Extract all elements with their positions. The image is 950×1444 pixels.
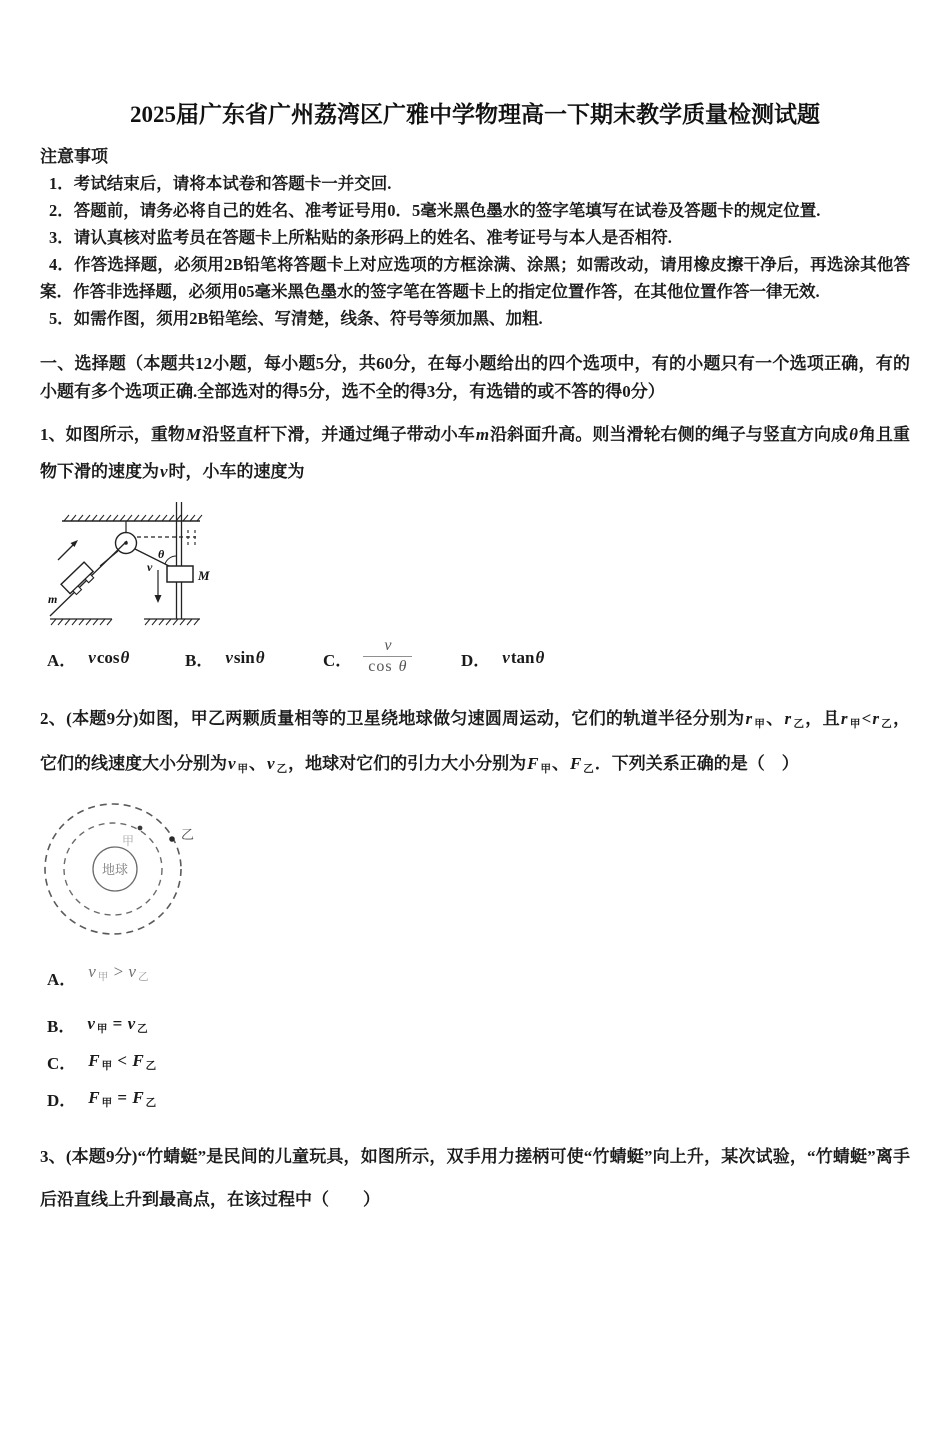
option-C-label: C． — [47, 1054, 77, 1074]
rope-left — [100, 551, 118, 566]
option-B-label: B． — [47, 1017, 76, 1037]
question-3-stem: 3、(本题9分)“竹蜻蜓”是民间的儿童玩具，如图所示，双手用力搓柄可使“竹蜻蜓”向上升，某次试验，“竹蜻蜓”离手后沿直线上升到最高点，在该过程中（ ） — [40, 1147, 910, 1210]
option-C-fraction — [363, 637, 412, 675]
notice-item-4: 4．作答选择题，必须用2B铅笔将答题卡上对应选项的方框涂满、涂黑；如需改动，请用橡皮擦干净后，再选涂其他答案．作答非选择题，必须用05毫米黑色墨水的签字笔在答题卡上的指定位置作答，在其他位置作答一律无效. — [40, 255, 910, 301]
satellite-orbits-diagram — [42, 797, 212, 947]
cart-m-label: m — [48, 592, 58, 606]
satellite-jia-dot — [138, 826, 143, 831]
block-M — [167, 566, 193, 582]
rope-right — [135, 549, 171, 567]
motion-arrow — [58, 544, 74, 560]
option-A-label: A． — [47, 650, 77, 670]
earth-label: 地球 — [101, 862, 129, 878]
angle-arc — [165, 556, 177, 564]
pulley-incline-diagram — [48, 496, 218, 631]
notice-item-5: 5．如需作图，须用2B铅笔绘、写清楚，线条、符号等须加黑、加粗. — [49, 309, 543, 328]
option-D-value: F $_甲$ = F $_乙$ — [88, 1087, 157, 1109]
option-D-label: D． — [461, 650, 491, 670]
option-D-value: vtanθ — [502, 648, 545, 668]
option-A-value: vcosθ — [88, 648, 130, 668]
ground-right-hatching — [145, 619, 199, 625]
section-1-heading: 一、选择题（本题共12小题，每小题5分，共60分，在每小题给出的四个选项中，有的小题只有一个选项正确，有的小题有多个选项正确.全部选对的得5分，选不全的得3分，有选错的或不答的得0分） — [40, 354, 910, 401]
question-2-stem: 2、(本题9分)如图，甲乙两颗质量相等的卫星绕地球做匀速圆周运动，它们的轨道半径分别为r $_甲$、r $_乙$，且r $_甲$<r $_乙$，它们的线速度大小分别为v $_甲$、v $_乙$，地球对它们的引力大小分别为F $_甲$、F $_乙$．下列关系正确的是（ ） — [40, 709, 911, 776]
satellite-jia-label: 甲 — [122, 834, 135, 849]
velocity-label: v — [147, 560, 153, 574]
option-C-label: C． — [323, 650, 353, 670]
option-A — [47, 961, 910, 990]
option-C — [323, 639, 461, 677]
notice-item-1: 1．考试结束后，请将本试卷和答题卡一并交回. — [49, 174, 392, 193]
velocity-arrowhead — [155, 595, 162, 603]
notice-heading: 注意事项 — [40, 147, 108, 166]
notice-section — [40, 143, 910, 332]
question-1 — [40, 416, 910, 677]
theta-label: θ — [158, 547, 165, 561]
exam-page — [0, 100, 950, 1221]
ground-left-hatching — [51, 619, 112, 625]
question-1-options — [47, 639, 910, 677]
question-1-figure — [48, 496, 910, 631]
notice-item-3: 3．请认真核对监考员在答题卡上所粘贴的条形码上的姓名、准考证号与本人是否相符. — [49, 228, 672, 247]
option-B-value: v $_甲$ = v $_乙$ — [87, 1013, 148, 1035]
option-C — [47, 1049, 910, 1074]
question-3 — [40, 1135, 910, 1221]
fraction-denominator: cos θ — [363, 656, 412, 676]
option-D — [47, 1086, 910, 1111]
satellite-yi-dot — [169, 836, 175, 842]
option-D — [461, 646, 599, 671]
question-2-options — [40, 961, 910, 1111]
option-C-value: F $_甲$ < F $_乙$ — [88, 1050, 157, 1072]
page-title: 2025届广东省广州荔湾区广雅中学物理高一下期末教学质量检测试题 — [130, 102, 820, 127]
question-2 — [40, 699, 910, 1111]
option-B-label: B． — [185, 650, 214, 670]
option-A-label: A． — [47, 970, 77, 990]
option-B — [185, 646, 323, 671]
option-A — [47, 646, 185, 671]
option-B-value: vsinθ — [225, 648, 265, 668]
option-D-label: D． — [47, 1091, 77, 1111]
notice-item-2: 2．答题前，请务必将自己的姓名、准考证号用0．5毫米黑色墨水的签字笔填写在试卷及答题卡的规定位置. — [49, 201, 821, 220]
option-B — [47, 1012, 910, 1037]
question-2-figure — [42, 797, 910, 947]
satellite-yi-label: 乙 — [181, 827, 195, 843]
cart-m — [61, 562, 97, 597]
option-A-value: v $_甲$ > v $_乙$ — [88, 961, 149, 983]
block-M-label: M — [198, 568, 210, 583]
question-1-stem: 1、如图所示，重物M沿竖直杆下滑，并通过绳子带动小车m沿斜面升高。则当滑轮右侧的绳子与竖直方向成θ角且重物下滑的速度为v时，小车的速度为 — [40, 425, 911, 481]
fraction-numerator: v — [384, 637, 392, 654]
